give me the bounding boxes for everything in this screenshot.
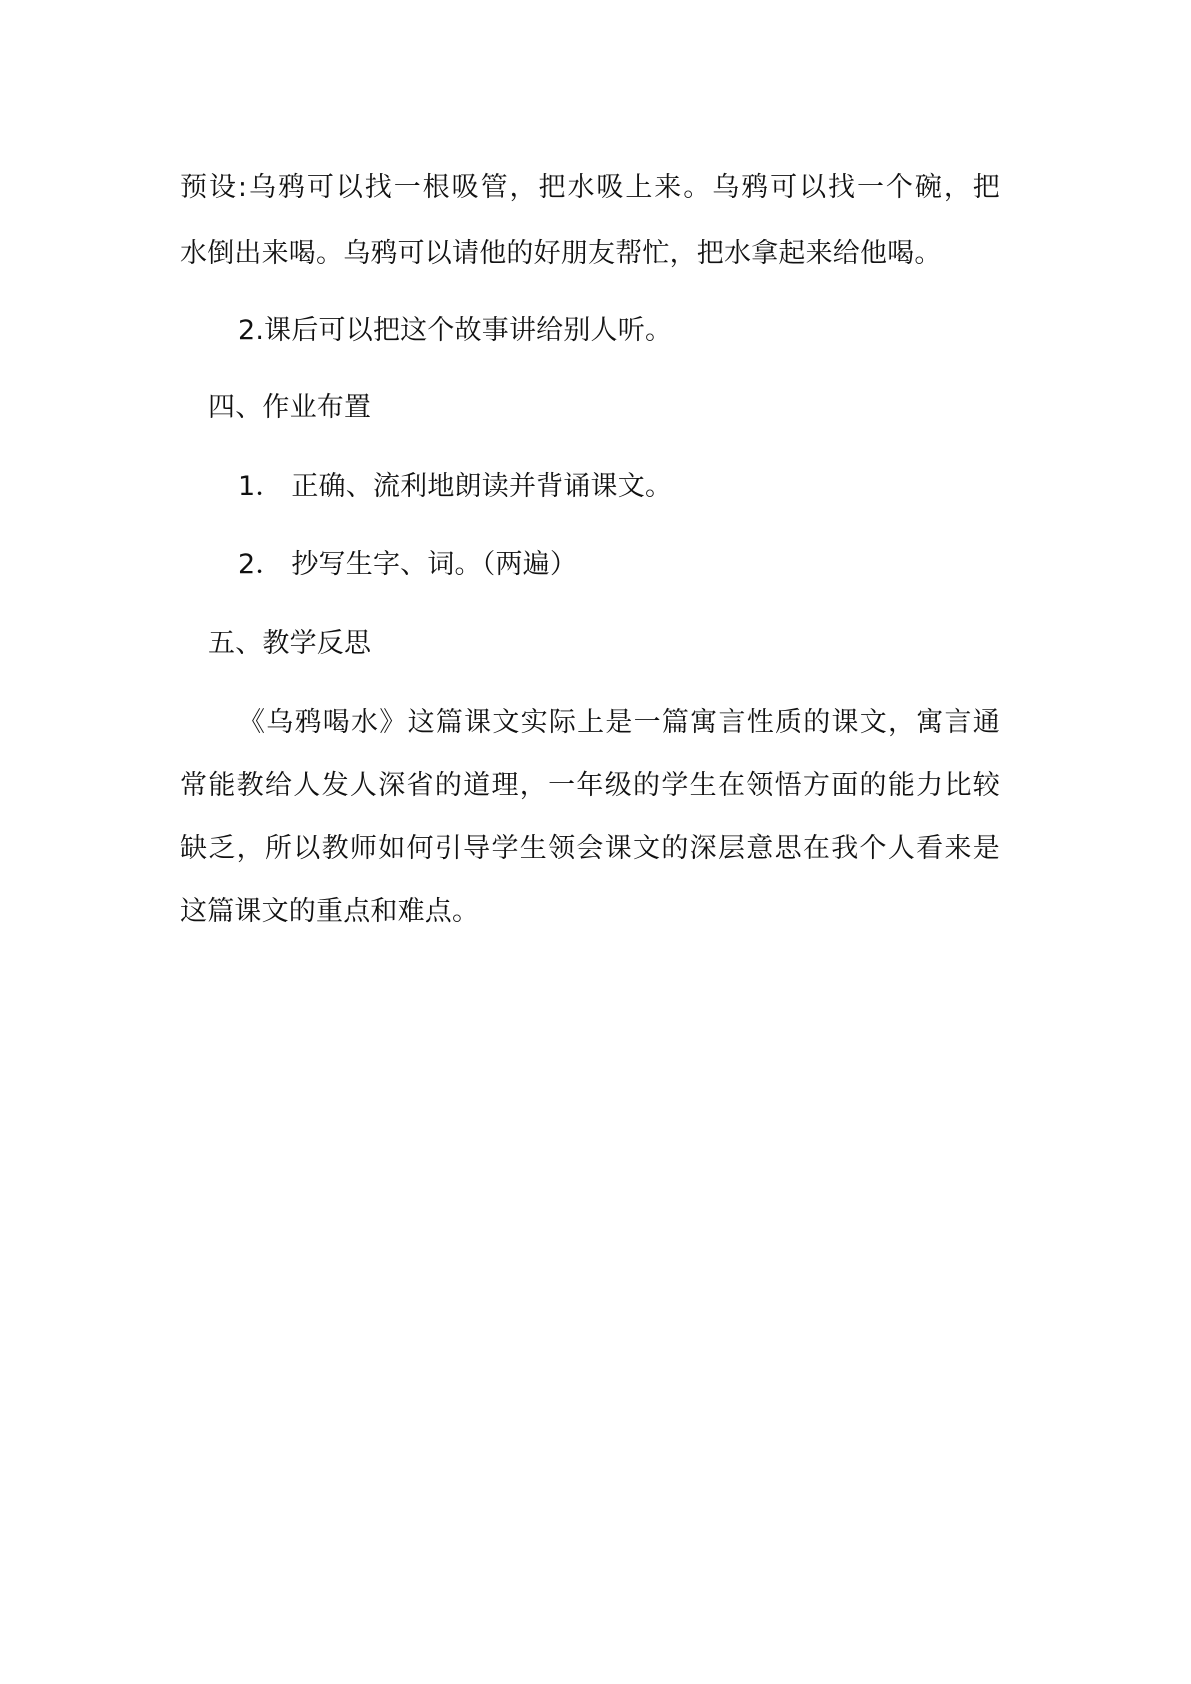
preset-line-1: 预设:乌鸦可以找一根吸管，把水吸上来。乌鸦可以找一个碗，把 — [180, 172, 1000, 203]
reflection-line-4: 这篇课文的重点和难点。 — [180, 896, 480, 927]
reflection-line-1: 《乌鸦喝水》这篇课文实际上是一篇寓言性质的课文，寓言通 — [238, 707, 1000, 738]
after-class-item: 2.课后可以把这个故事讲给别人听。 — [238, 315, 673, 346]
section-4-heading: 四、作业布置 — [208, 392, 372, 423]
reflection-line-2: 常能教给人发人深省的道理，一年级的学生在领悟方面的能力比较 — [180, 770, 1000, 801]
homework-item-2: 2． 抄写生字、词。（两遍） — [238, 549, 578, 580]
homework-item-1: 1． 正确、流利地朗读并背诵课文。 — [238, 471, 673, 502]
preset-line-2: 水倒出来喝。乌鸦可以请他的好朋友帮忙，把水拿起来给他喝。 — [180, 238, 942, 269]
reflection-line-3: 缺乏，所以教师如何引导学生领会课文的深层意思在我个人看来是 — [180, 833, 1000, 864]
section-5-heading: 五、教学反思 — [208, 628, 372, 659]
